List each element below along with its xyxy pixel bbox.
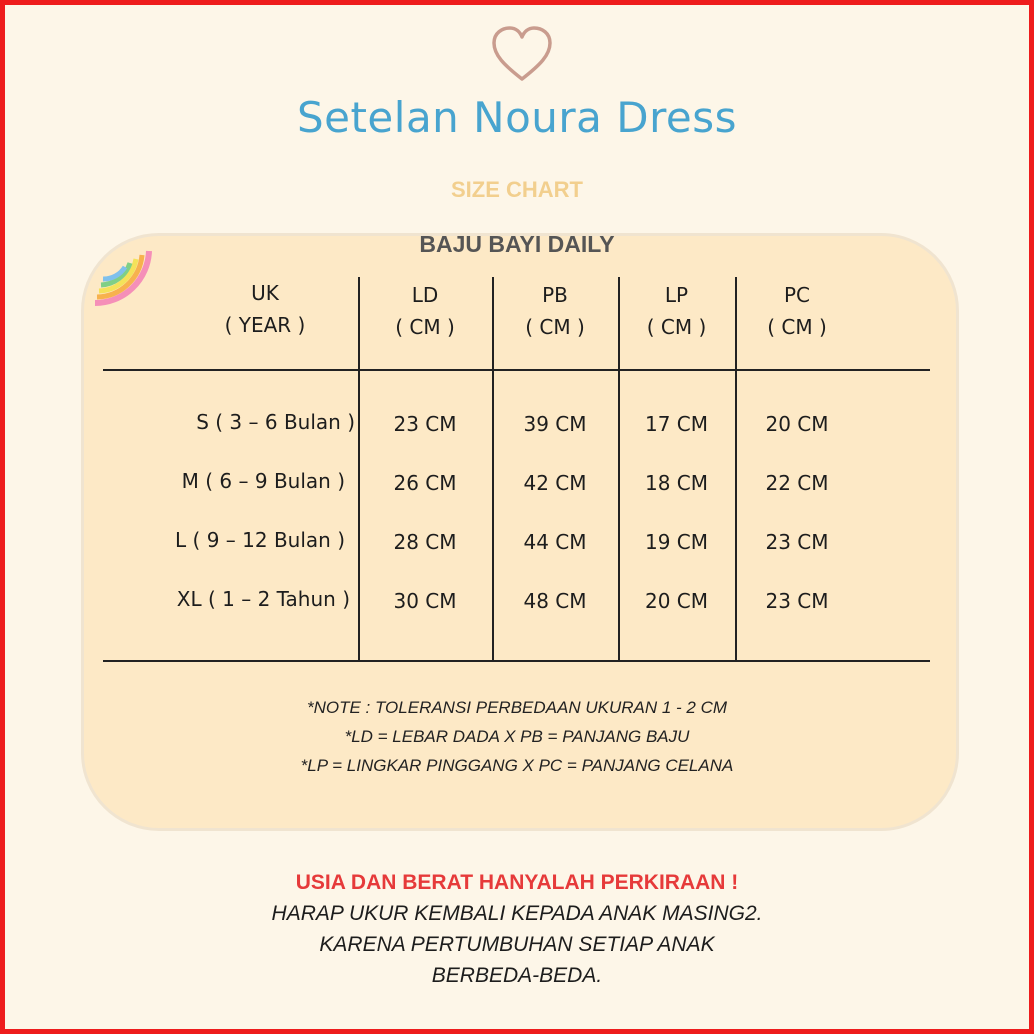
table-header-divider	[103, 369, 930, 371]
page-subtitle: SIZE CHART	[451, 177, 583, 202]
ld-value: 28 CM	[393, 530, 457, 554]
column-header-uk	[185, 277, 345, 341]
pc-value: 23 CM	[765, 530, 829, 554]
size-label: M ( 6 – 9 Bulan )	[181, 469, 345, 493]
ld-value: 26 CM	[393, 471, 457, 495]
note-lp-pc: *LP = LINGKAR PINGGANG X PC = PANJANG CELANA	[300, 756, 734, 775]
lp-value: 17 CM	[644, 412, 709, 436]
table-bottom-divider	[103, 660, 930, 662]
ld-value: 23 CM	[393, 412, 457, 436]
lp-value: 19 CM	[644, 530, 709, 554]
size-label: S ( 3 – 6 Bulan )	[196, 410, 355, 434]
page-title: Setelan Noura Dress	[296, 93, 738, 142]
column-header-name: PC	[783, 283, 811, 307]
pb-value: 42 CM	[523, 471, 587, 495]
pb-value: 44 CM	[523, 530, 587, 554]
ld-value: 30 CM	[393, 589, 457, 613]
size-label: XL ( 1 – 2 Tahun )	[176, 587, 350, 611]
column-header-ld	[360, 279, 490, 343]
table-title: BAJU BAYI DAILY	[419, 231, 615, 257]
column-header-unit: ( CM )	[767, 315, 827, 339]
column-header-pc	[737, 279, 857, 343]
lp-value: 18 CM	[644, 471, 709, 495]
rainbow-icon	[87, 245, 161, 319]
note-ld-pb: *LD = LEBAR DADA X PB = PANJANG BAJU	[344, 727, 690, 746]
pc-value: 22 CM	[765, 471, 829, 495]
warning-line: KARENA PERTUMBUHAN SETIAP ANAK	[319, 933, 715, 956]
size-label: L ( 9 – 12 Bulan )	[175, 528, 345, 552]
pb-value: 48 CM	[523, 589, 587, 613]
warning-headline: USIA DAN BERAT HANYALAH PERKIRAAN !	[295, 871, 739, 894]
column-header-name: PB	[542, 283, 568, 307]
note-tolerance: *NOTE : TOLERANSI PERBEDAAN UKURAN 1 - 2 CM	[306, 698, 728, 717]
pc-value: 20 CM	[765, 412, 829, 436]
column-header-unit: ( CM )	[395, 315, 455, 339]
column-header-name: UK	[251, 281, 279, 305]
column-header-pb	[494, 279, 616, 343]
heart-outline-icon	[490, 25, 554, 83]
lp-value: 20 CM	[644, 589, 709, 613]
column-header-unit: ( CM )	[525, 315, 585, 339]
pc-value: 23 CM	[765, 589, 829, 613]
warning-line: HARAP UKUR KEMBALI KEPADA ANAK MASING2.	[271, 902, 763, 925]
column-header-name: LD	[411, 283, 439, 307]
pb-value: 39 CM	[523, 412, 587, 436]
warning-line: BERBEDA-BEDA.	[431, 964, 603, 987]
column-header-unit: ( CM )	[646, 315, 707, 339]
column-header-lp	[620, 279, 733, 343]
column-header-unit: ( YEAR )	[224, 313, 306, 337]
column-header-name: LP	[664, 283, 689, 307]
